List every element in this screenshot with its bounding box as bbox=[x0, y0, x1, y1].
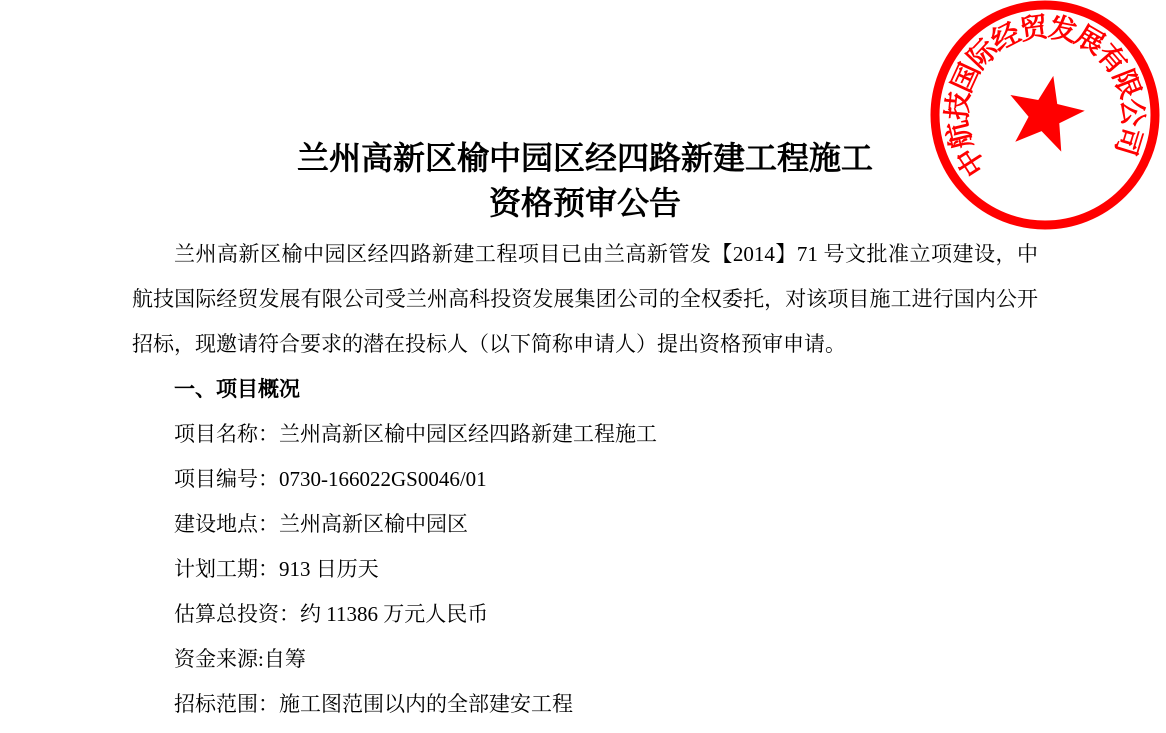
field-label: 项目名称 bbox=[174, 422, 258, 446]
field-colon: ： bbox=[258, 422, 279, 446]
field-value: 施工图范围以内的全部建安工程 bbox=[279, 692, 573, 716]
field-value: 兰州高新区榆中园区 bbox=[279, 512, 468, 536]
field-value: 约 11386 万元人民币 bbox=[300, 602, 489, 626]
field-colon: ： bbox=[258, 512, 279, 536]
field-label: 计划工期 bbox=[174, 557, 258, 581]
document-title-line2: 资格预审公告 bbox=[488, 185, 681, 221]
section-heading: 一、项目概况 bbox=[174, 377, 300, 401]
field-colon: ： bbox=[258, 557, 279, 581]
field-value: 兰州高新区榆中园区经四路新建工程施工 bbox=[279, 422, 657, 446]
field-row-project-number bbox=[132, 457, 1038, 502]
field-value: 自筹 bbox=[263, 647, 306, 671]
field-colon: ： bbox=[279, 602, 300, 626]
field-colon: ： bbox=[258, 692, 279, 716]
field-label: 项目编号 bbox=[174, 467, 258, 491]
star-icon bbox=[1001, 68, 1090, 155]
field-row-schedule bbox=[132, 547, 1038, 592]
field-row-investment bbox=[132, 592, 1038, 637]
field-label: 估算总投资 bbox=[174, 602, 279, 626]
seal-company-name: 中航技国际经贸发展有限公司 bbox=[942, 12, 1148, 182]
field-label: 资金来源 bbox=[174, 647, 258, 671]
field-colon: : bbox=[258, 647, 264, 671]
field-colon: ： bbox=[258, 467, 279, 491]
page-title bbox=[132, 136, 1038, 226]
document-content bbox=[132, 232, 1038, 727]
company-seal bbox=[925, 0, 1165, 235]
field-label: 建设地点 bbox=[174, 512, 258, 536]
field-row-project-name bbox=[132, 412, 1038, 457]
field-value: 0730-166022GS0046/01 bbox=[279, 467, 487, 491]
document-title-line1: 兰州高新区榆中园区经四路新建工程施工 bbox=[296, 140, 873, 176]
field-value: 913 日历天 bbox=[279, 557, 379, 581]
field-label: 招标范围 bbox=[174, 692, 258, 716]
field-row-location bbox=[132, 502, 1038, 547]
field-row-funding-source bbox=[132, 637, 1038, 682]
intro-paragraph: 兰州高新区榆中园区经四路新建工程项目已由兰高新管发【2014】71 号文批准立项建设，中航技国际经贸发展有限公司受兰州高科投资发展集团公司的全权委托，对该项目施工进行国内公开招标，现邀请符合要求的潜在投标人（以下简称申请人）提出资格预审申请。 bbox=[132, 242, 1038, 356]
field-row-bid-scope bbox=[132, 682, 1038, 727]
